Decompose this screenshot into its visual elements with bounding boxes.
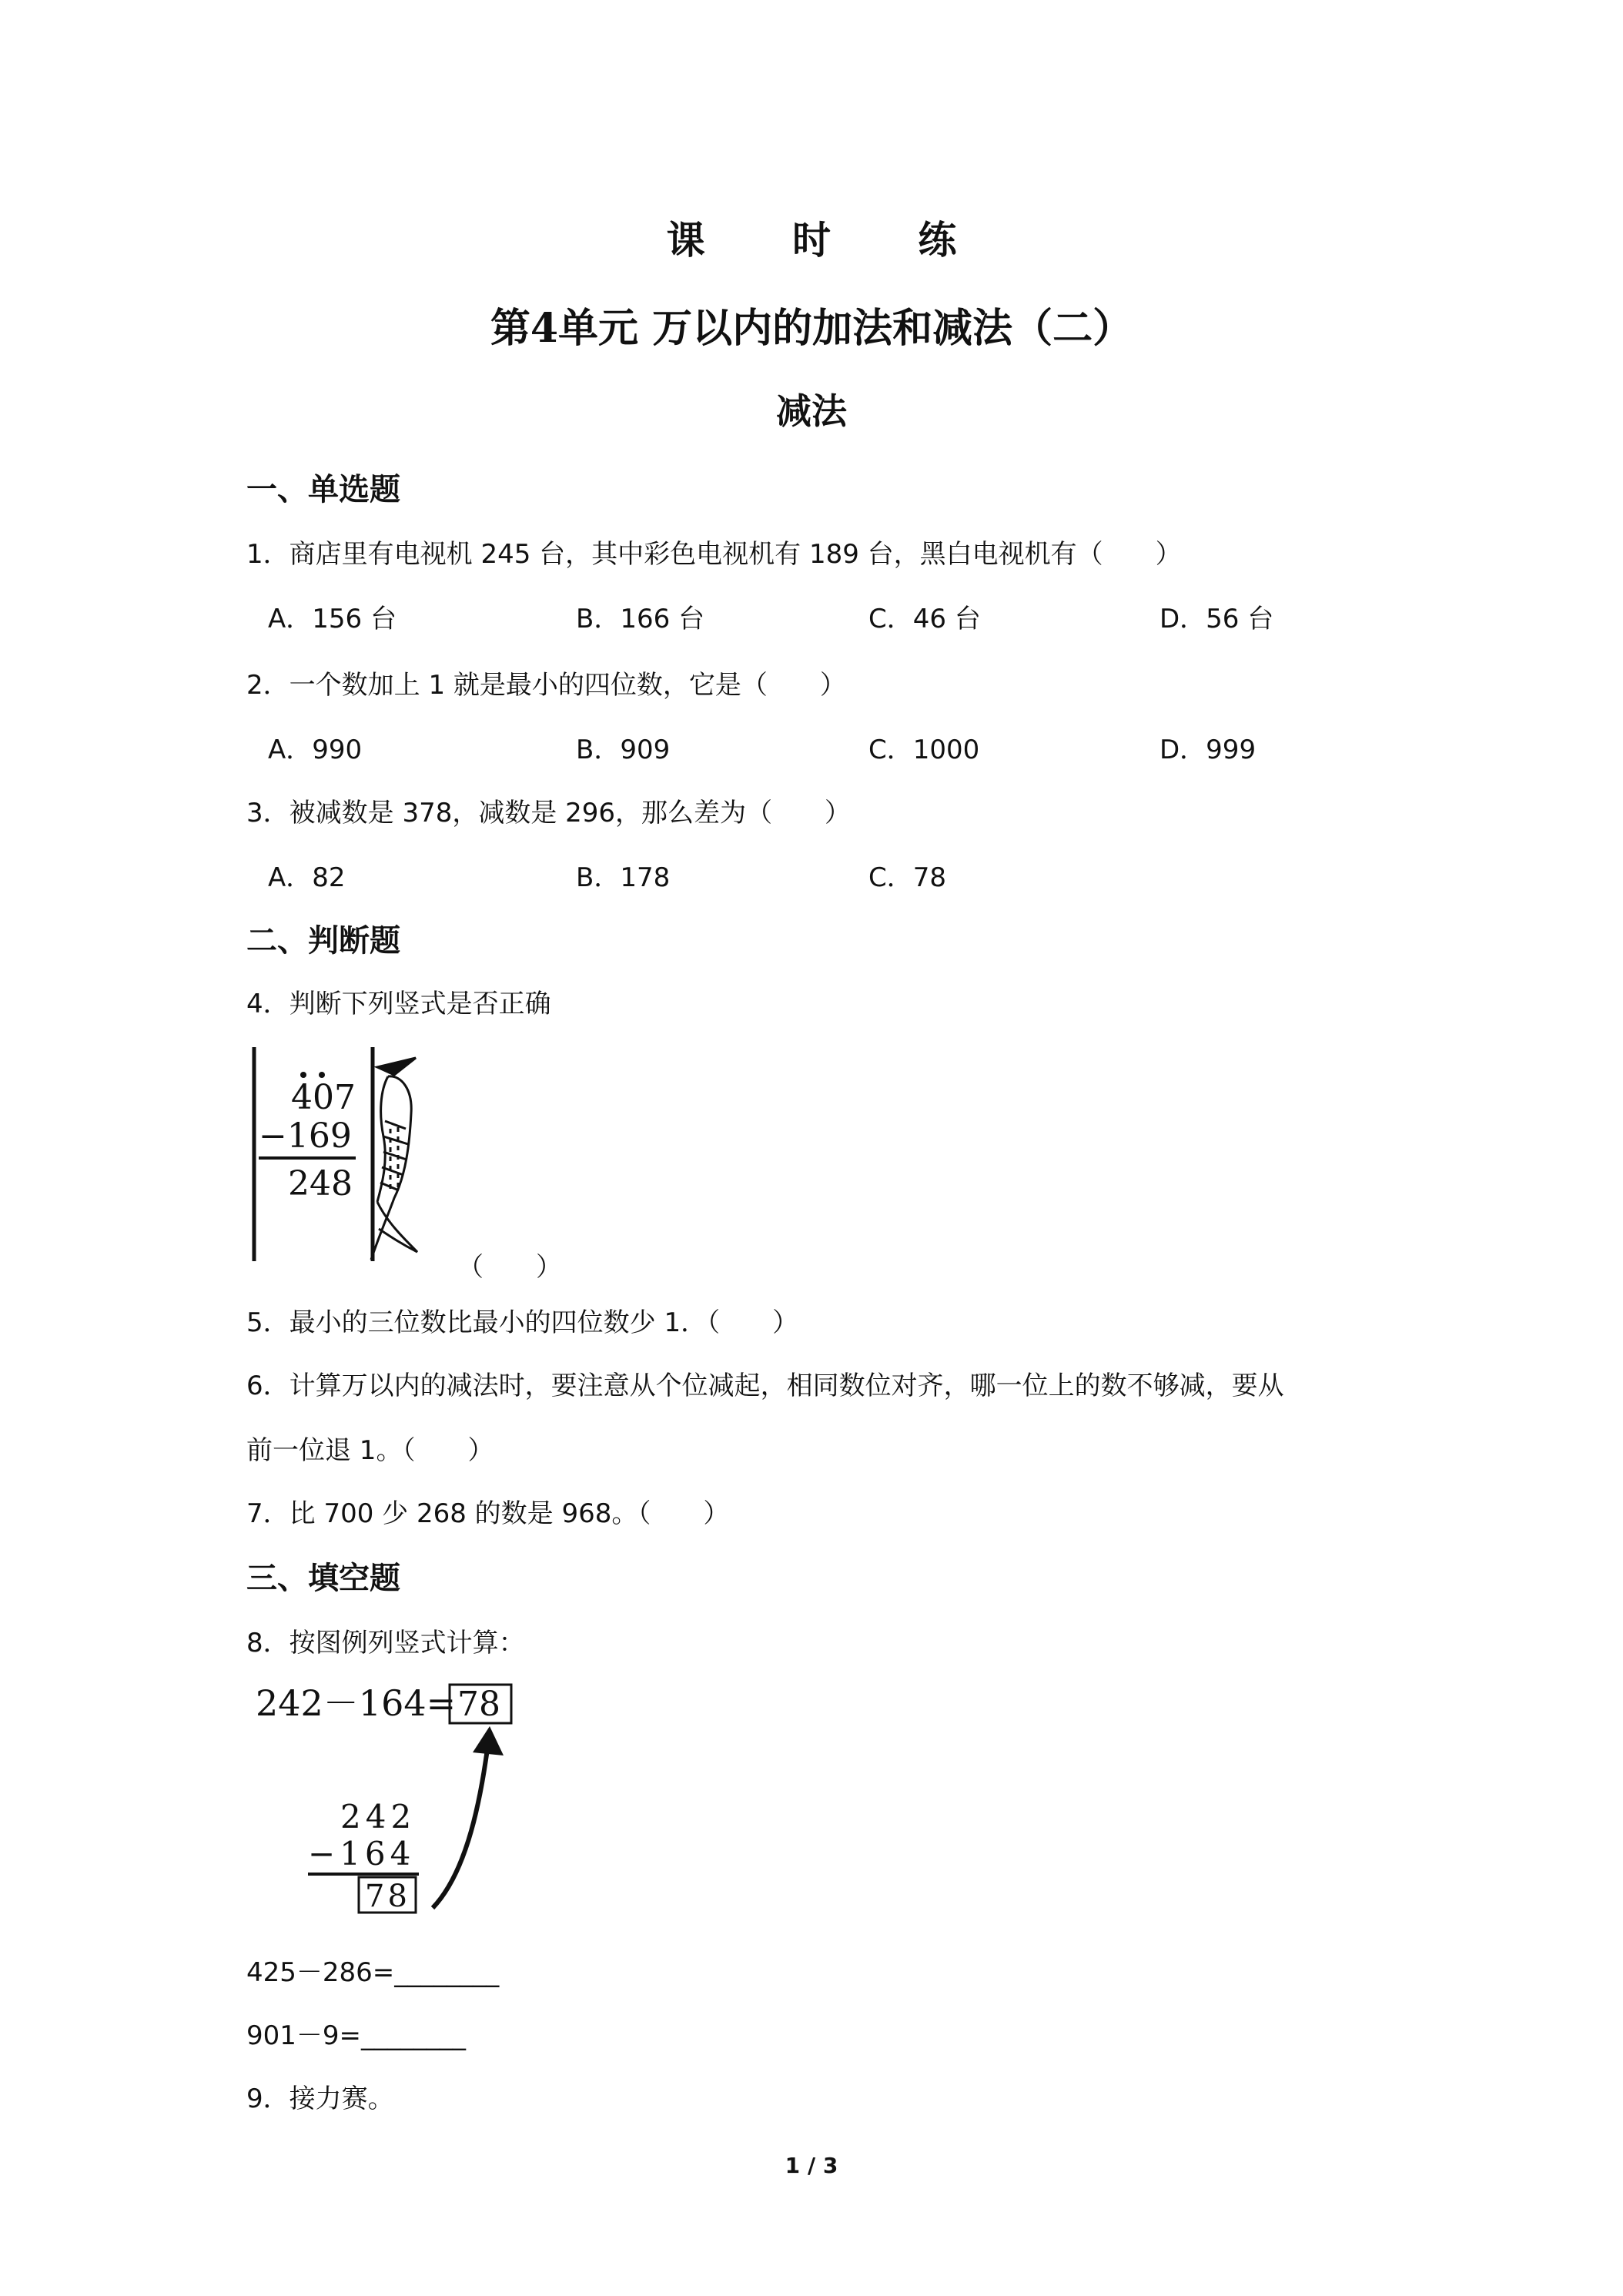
example-subtrahend: −164 — [308, 1835, 416, 1873]
q2-option-d[interactable]: D．999 — [1160, 735, 1257, 765]
example-figure — [248, 1675, 540, 1922]
lesson-subtitle: 减法 — [776, 390, 847, 432]
example-minuend: 242 — [340, 1798, 417, 1836]
borrow-dot-icon — [319, 1072, 325, 1078]
q1-option-d[interactable]: D．56 台 — [1160, 604, 1274, 634]
arrow-icon — [433, 1743, 488, 1908]
q8-blank-2[interactable]: 901－9=________ — [246, 2020, 467, 2051]
question-2: 2．一个数加上 1 就是最小的四位数，它是（ ） — [246, 670, 846, 701]
question-5: 5．最小的三位数比最小的四位数少 1．（ ） — [246, 1307, 799, 1338]
example-equation: 242－164= — [256, 1682, 457, 1724]
q2-option-a[interactable]: A．990 — [268, 735, 363, 765]
page-number: 1 / 3 — [785, 2153, 838, 2178]
question-8: 8．按图例列竖式计算： — [246, 1628, 525, 1658]
q8-blank-1[interactable]: 425－286=________ — [246, 1957, 500, 1988]
unit-title: 第4单元 万以内的加法和减法（二） — [490, 305, 1133, 352]
q3-option-b[interactable]: B．178 — [576, 862, 671, 893]
figure-subtrahend: −169 — [259, 1116, 352, 1156]
q1-option-a[interactable]: A．156 台 — [268, 604, 397, 634]
example-result: 78 — [365, 1879, 410, 1914]
q3-option-c[interactable]: C．78 — [868, 862, 947, 893]
question-3: 3．被减数是 378，减数是 296，那么差为（ ） — [246, 798, 852, 828]
figure-result: 248 — [288, 1164, 353, 1203]
q4-answer-bracket[interactable]: （ ） — [457, 1252, 562, 1283]
woodpecker-subtraction-figure — [248, 1044, 433, 1267]
borrow-dot-icon — [300, 1072, 306, 1078]
question-9: 9．接力赛。 — [246, 2083, 394, 2114]
arrow-head-icon — [473, 1726, 504, 1755]
question-4: 4．判断下列竖式是否正确 — [246, 989, 551, 1019]
question-1: 1．商店里有电视机 245 台，其中彩色电视机有 189 台，黑白电视机有（ ） — [246, 539, 1182, 570]
question-6-line-1: 6．计算万以内的减法时，要注意从个位减起，相同数位对齐，哪一位上的数不够减，要从 — [246, 1371, 1284, 1401]
section-heading-true-false: 二、判断题 — [246, 923, 400, 959]
worksheet-title: 课 时 练 — [666, 217, 994, 263]
woodpecker-icon — [371, 1058, 417, 1260]
question-6-line-2: 前一位退 1。（ ） — [246, 1435, 494, 1466]
section-heading-single-choice: 一、单选题 — [246, 472, 400, 507]
figure-minuend: 407 — [291, 1078, 356, 1117]
q2-option-b[interactable]: B．909 — [576, 735, 671, 765]
section-heading-fill-blank: 三、填空题 — [246, 1561, 400, 1596]
example-answer: 78 — [457, 1685, 500, 1724]
q1-option-b[interactable]: B．166 台 — [576, 604, 705, 634]
q2-option-c[interactable]: C．1000 — [868, 735, 980, 765]
q3-option-a[interactable]: A．82 — [268, 862, 346, 893]
question-7: 7．比 700 少 268 的数是 968。（ ） — [246, 1498, 730, 1529]
q1-option-c[interactable]: C．46 台 — [868, 604, 981, 634]
